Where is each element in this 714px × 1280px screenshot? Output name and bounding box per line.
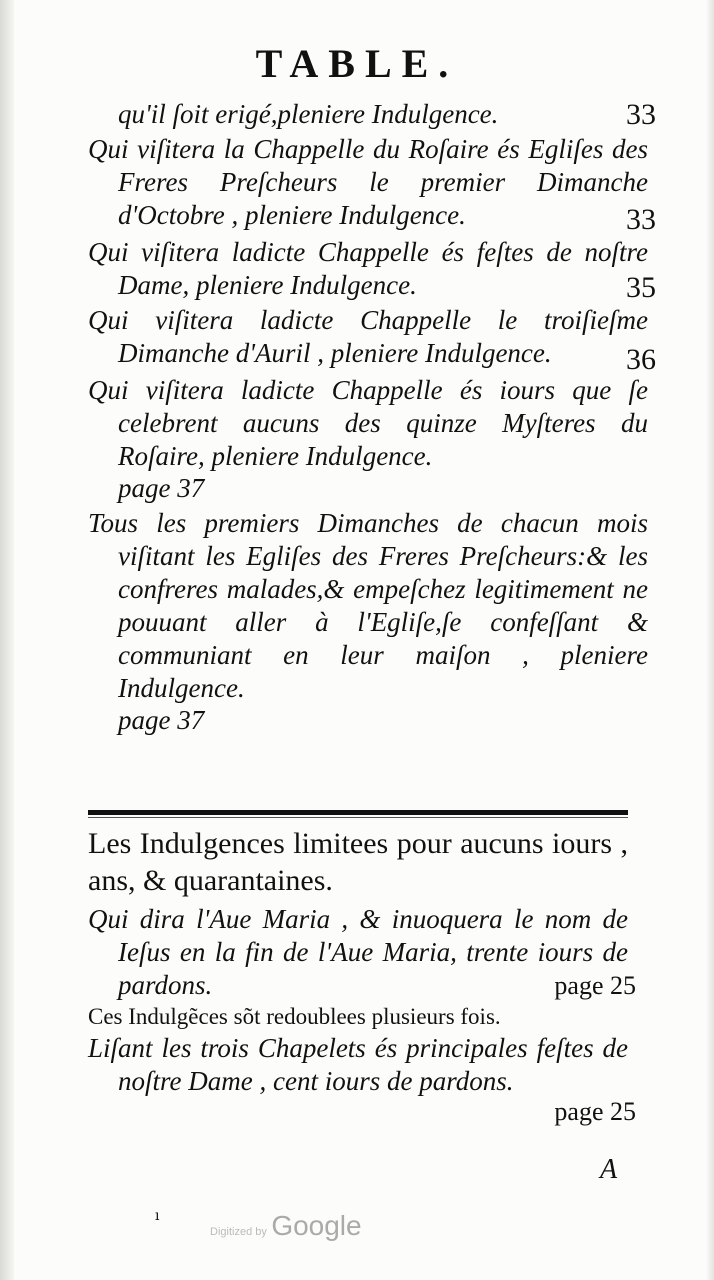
- page-title: TABLE.: [255, 41, 459, 86]
- page-edge: [706, 0, 714, 1280]
- stray-mark: ı: [155, 1208, 160, 1224]
- section-divider: [88, 810, 628, 815]
- entry-text: Qui viſitera ladicte Chappelle és feſtes de noſtre Dame, pleniere Indulgence.: [88, 237, 648, 300]
- entry-page: 35: [626, 271, 656, 304]
- watermark-small: Digitized by: [210, 1226, 267, 1238]
- entry-page: 33: [626, 98, 656, 131]
- index-entry: [88, 1032, 636, 1126]
- signature-mark: A: [600, 1154, 618, 1185]
- index-note: [88, 1002, 628, 1032]
- section-divider-thin: [88, 817, 628, 818]
- entry-text: Qui viſitera la Chappelle du Roſaire és Egliſes des Freres Preſcheurs le premier Dimanche d'Octobre , pleniere Indulgence.: [88, 134, 648, 230]
- entry-page: page 25: [554, 1097, 636, 1126]
- entry-text: Qui viſitera ladicte Chappelle le troiſieſme Dimanche d'Auril , pleniere Indulgence.: [88, 305, 648, 368]
- entry-page: page 37: [118, 705, 205, 735]
- entry-text: Ces Indulgẽces sõt redoublees plusieurs fois.: [88, 1004, 501, 1029]
- entry-text: Liſant les trois Chapelets és principales feſtes de noſtre Dame , cent iours de pardons.: [88, 1033, 628, 1096]
- index-entry: [88, 133, 656, 236]
- index-entry: [88, 304, 656, 376]
- page-gutter: [0, 0, 14, 1280]
- index-entry: [88, 236, 656, 304]
- limited-indulgence-entries: [88, 903, 636, 1126]
- index-entry: [88, 507, 648, 735]
- index-entry: [88, 98, 656, 131]
- watermark-google: Google: [271, 1210, 362, 1241]
- entry-text: Qui dira l'Aue Maria , & inuoquera le nom de Ieſus en la fin de l'Aue Maria, trente iours de pardons.: [88, 904, 628, 1000]
- entry-page: page 25: [554, 971, 636, 1000]
- digitized-watermark: [210, 1210, 362, 1242]
- entry-text: Tous les premiers Dimanches de chacun mois viſitant les Egliſes des Freres Preſcheurs:& les confreres malades,& empeſchez legitimement ne pouuant aller à l'Egliſe,ſe confeſſant & communiant en leur maiſon , pleniere Indulgence.: [88, 508, 648, 703]
- entry-text: qu'il ſoit erigé,pleniere Indulgence.: [118, 99, 499, 129]
- section-heading: Les Indulgences limitees pour aucuns iours , ans, & quarantaines.: [88, 827, 628, 897]
- entry-page: 33: [626, 203, 656, 236]
- index-entries: [88, 98, 656, 735]
- index-entry: [88, 903, 636, 1002]
- entry-page: page 37: [118, 473, 205, 503]
- index-entry: [88, 374, 648, 503]
- entry-page: 36: [626, 343, 656, 376]
- entry-text: Qui viſitera ladicte Chappelle és iours que ſe celebrent aucuns des quinze Myſteres du Roſaire, pleniere Indulgence.: [88, 375, 648, 471]
